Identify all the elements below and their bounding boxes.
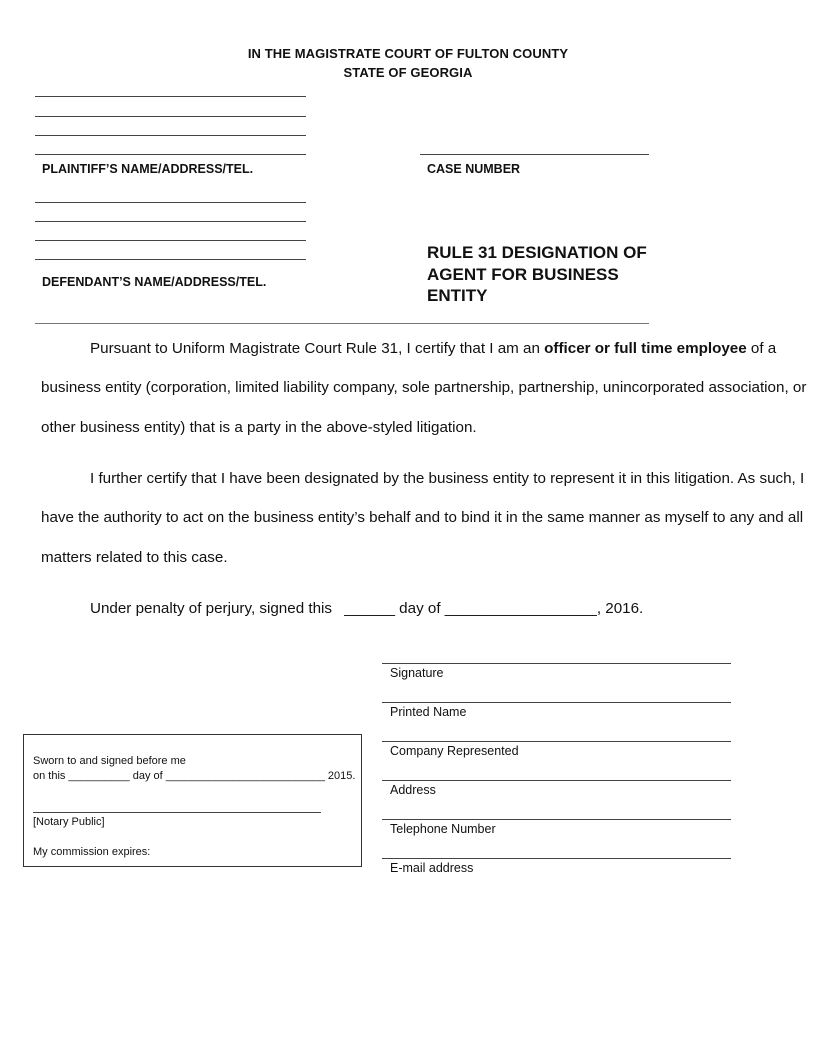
month-blank[interactable]: __________________ — [444, 600, 597, 617]
case-number-line[interactable] — [420, 154, 649, 155]
address-label: Address — [390, 783, 436, 797]
company-line[interactable] — [382, 741, 731, 742]
state-heading: STATE OF GEORGIA — [343, 65, 473, 80]
notary-signature-line[interactable] — [33, 812, 321, 813]
form-title — [427, 242, 667, 307]
plaintiff-label: PLAINTIFF’S NAME/ADDRESS/TEL. — [42, 162, 254, 176]
officer-emphasis: officer or full time employee — [544, 340, 747, 357]
perjury-line: Under penalty of perjury, signed this ______ day of __________________, 2016. — [90, 600, 644, 617]
telephone-line[interactable] — [382, 819, 731, 820]
notary-date-line: on this __________ day of __________________________ 2015. — [33, 770, 356, 782]
plaintiff-line-3[interactable] — [35, 135, 306, 136]
notary-public-label: [Notary Public] — [33, 816, 105, 828]
printed-name-label: Printed Name — [390, 705, 467, 719]
day-blank[interactable]: ______ — [344, 600, 395, 617]
paragraph-2-line-3: matters related to this case. — [41, 549, 228, 566]
defendant-line-3[interactable] — [35, 240, 306, 241]
notary-month-blank[interactable]: __________________________ — [165, 770, 325, 782]
email-label: E-mail address — [390, 861, 474, 875]
paragraph-2-line-1: I further certify that I have been designated by the business entity to represent it in this litigation. As such, I — [90, 470, 805, 487]
paragraph-2-line-2: have the authority to act on the business entity’s behalf and to bind it in the same manner as myself to any and all — [41, 509, 804, 526]
email-line[interactable] — [382, 858, 731, 859]
court-heading: IN THE MAGISTRATE COURT OF FULTON COUNTY — [247, 46, 569, 61]
paragraph-1-line-1: Pursuant to Uniform Magistrate Court Rule 31, I certify that I am an officer or full time employee of a — [90, 340, 777, 357]
caption-divider — [35, 323, 649, 324]
signature-line[interactable] — [382, 663, 731, 664]
printed-name-line[interactable] — [382, 702, 731, 703]
defendant-label: DEFENDANT’S NAME/ADDRESS/TEL. — [42, 275, 267, 289]
telephone-label: Telephone Number — [390, 822, 496, 836]
notary-day-blank[interactable]: __________ — [68, 770, 130, 782]
plaintiff-line-2[interactable] — [35, 116, 306, 117]
company-label: Company Represented — [390, 744, 519, 758]
paragraph-1-line-3: other business entity) that is a party in the above-styled litigation. — [41, 419, 477, 436]
form-title-line-1: RULE 31 DESIGNATION OF — [427, 243, 647, 262]
paragraph-1-line-2: business entity (corporation, limited liability company, sole partnership, partnership, unincorporated association, or — [41, 379, 807, 396]
notary-box — [23, 734, 362, 867]
case-number-label: CASE NUMBER — [427, 162, 521, 176]
plaintiff-line-1[interactable] — [35, 96, 306, 97]
defendant-line-2[interactable] — [35, 221, 306, 222]
defendant-line-1[interactable] — [35, 202, 306, 203]
plaintiff-line-4[interactable] — [35, 154, 306, 155]
form-title-line-3: ENTITY — [427, 286, 488, 305]
sworn-text: Sworn to and signed before me — [33, 755, 186, 767]
address-line[interactable] — [382, 780, 731, 781]
defendant-line-4[interactable] — [35, 259, 306, 260]
signature-label: Signature — [390, 666, 444, 680]
commission-label: My commission expires: — [33, 846, 151, 858]
form-title-line-2: AGENT FOR BUSINESS — [427, 264, 619, 284]
